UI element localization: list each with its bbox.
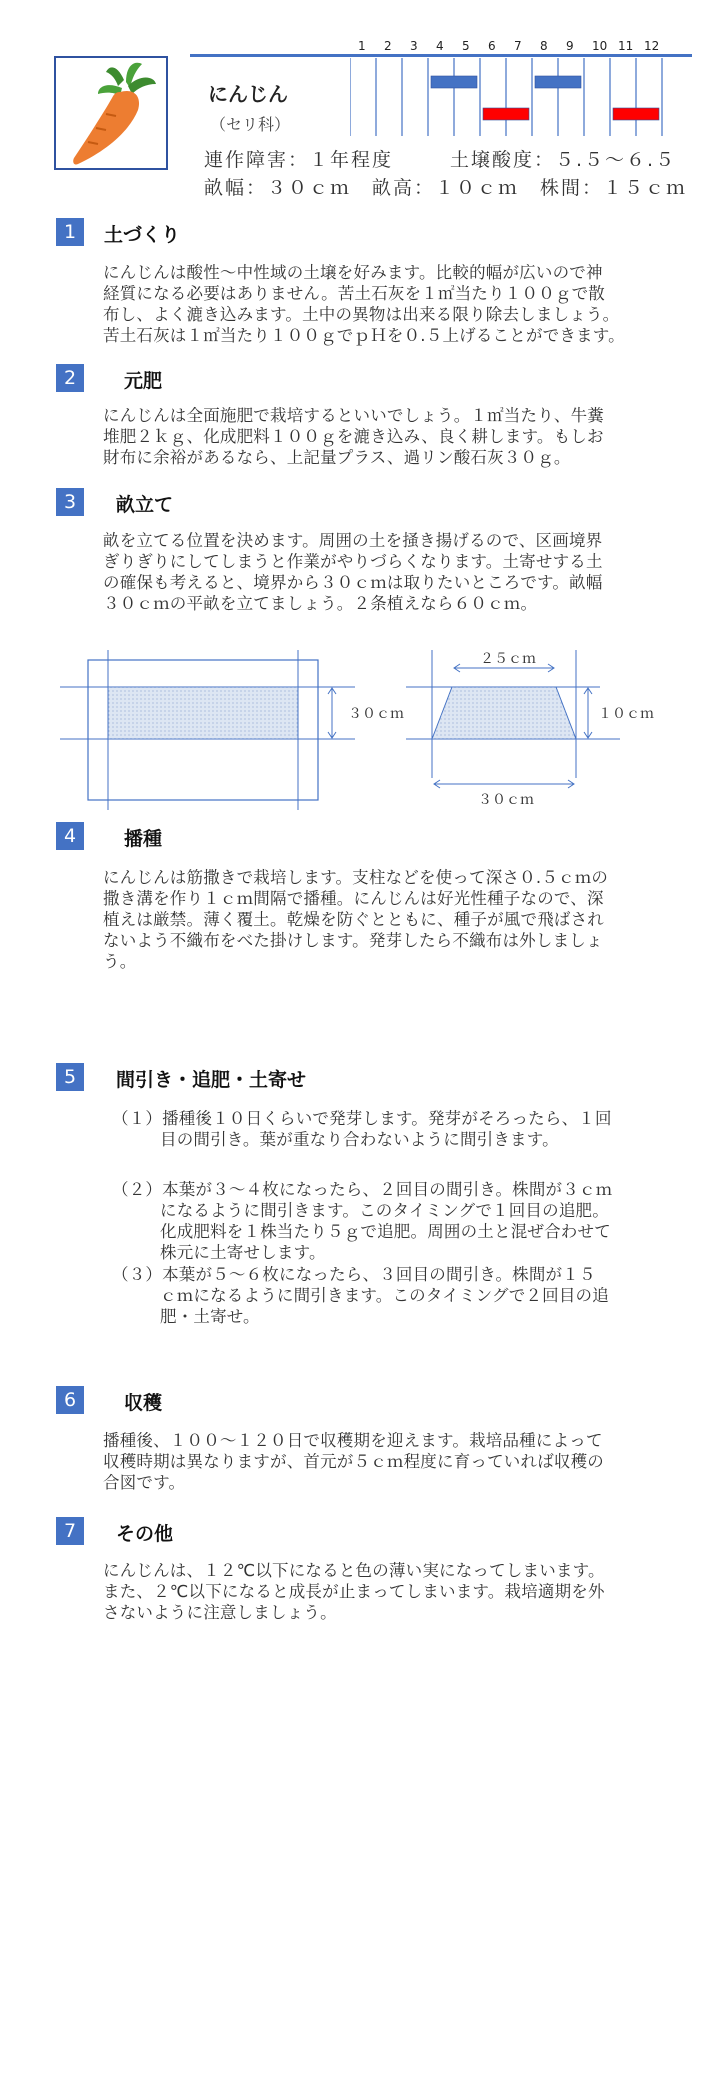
text-line: 肥・土寄せ。: [160, 1307, 260, 1326]
cultivation-calendar: [350, 36, 680, 140]
section-number-2: 2: [56, 364, 84, 392]
text-line: 畝を立てる位置を決めます。周囲の土を掻き揚げるので、区画境界: [103, 531, 603, 550]
list-item: [112, 1108, 672, 1150]
month-label: 6: [488, 39, 496, 53]
text-line: 植えは厳禁。薄く覆土。乾燥を防ぐとともに、種子が風で飛ばされ: [103, 910, 604, 929]
section-number-6: 6: [56, 1386, 84, 1414]
carrot-icon: [56, 58, 166, 168]
section-number-3: 3: [56, 488, 84, 516]
text-line: 合図です。: [103, 1473, 186, 1492]
soil-ph-info: 土壌酸度：５.５～６.５: [450, 149, 677, 171]
text-line: 株元に土寄せします。: [160, 1243, 326, 1262]
section-title-5: 間引き・追肥・土寄せ: [116, 1069, 307, 1091]
section-title-1: 土づくり: [104, 224, 181, 246]
crop-family: （セリ科）: [210, 115, 291, 134]
month-label: 5: [462, 39, 470, 53]
text-line: （１）播種後１０日くらいで発芽します。発芽がそろったら、１回: [112, 1109, 612, 1128]
text-line: 堆肥２ｋｇ、化成肥料１００ｇを漉き込み、良く耕します。もしお: [103, 427, 604, 446]
text-line: になるように間引きます。このタイミングで１回目の追肥。: [160, 1201, 609, 1220]
text-line: 化成肥料を１株当たり５ｇで追肥。周囲の土と混ぜ合わせて: [160, 1222, 611, 1241]
text-line: 経質になる必要はありません。苦土石灰を１㎡当たり１００ｇで散: [103, 284, 605, 303]
text-line: 財布に余裕があるなら、上記量プラス、過リン酸石灰３０ｇ。: [103, 448, 571, 467]
height-label: １０ｃｍ: [598, 706, 654, 722]
text-line: さないように注意しましょう。: [103, 1603, 337, 1622]
sowing-period-bar: [535, 76, 581, 88]
section-body-1: [103, 262, 679, 346]
text-line: 目の間引き。葉が重なり合わないように間引きます。: [160, 1130, 559, 1149]
text-line: にんじんは、１２℃以下になると色の薄い実になってしまいます。: [103, 1561, 605, 1580]
carrot-illustration: [54, 56, 168, 170]
section-title-4: 播種: [124, 828, 163, 850]
text-line: 収穫時期は異なりますが、首元が５ｃｍ程度に育っていれば収穫の: [103, 1452, 604, 1471]
bottom-width-label: ３０ｃｍ: [478, 792, 534, 808]
crop-name: にんじん: [208, 82, 288, 106]
bed-dimensions-info: 畝幅：３０ｃｍ 畝高：１０ｃｍ 株間：１５ｃｍ: [204, 177, 688, 199]
text-line: の確保も考えると、境界から３０ｃｍは取りたいところです。畝幅: [103, 573, 603, 592]
top-width-label: ２５ｃｍ: [480, 651, 536, 667]
text-line: ぎりぎりにしてしまうと作業がやりづらくなります。土寄せする土: [103, 552, 603, 571]
section-body-3: [103, 530, 679, 614]
section-body-2: [103, 405, 679, 468]
month-label: 9: [566, 39, 574, 53]
section-title-2: 元肥: [124, 370, 163, 392]
section-title-6: 収穫: [124, 1392, 163, 1414]
text-line: 布し、よく漉き込みます。土中の異物は出来る限り除去しましょう。: [103, 305, 620, 324]
text-line: 撒き溝を作り１ｃｍ間隔で播種。にんじんは好光性種子なので、深: [103, 889, 604, 908]
sowing-period-bar: [431, 76, 477, 88]
plan-width-label: ３０ｃｍ: [348, 706, 404, 722]
month-label: 7: [514, 39, 522, 53]
section-number-1: 1: [56, 218, 84, 246]
bed-texture: [108, 687, 298, 739]
text-line: にんじんは酸性～中性域の土壌を好みます。比較的幅が広いので神: [103, 263, 603, 282]
text-line: にんじんは全面施肥で栽培するといいでしょう。１㎡当たり、牛糞: [103, 406, 604, 425]
month-label: 10: [592, 39, 608, 53]
month-label: 11: [618, 39, 634, 53]
month-label: 8: [540, 39, 548, 53]
section-number-5: 5: [56, 1063, 84, 1091]
text-line: う。: [103, 952, 137, 971]
list-item: [112, 1179, 672, 1263]
month-label: 2: [384, 39, 392, 53]
section-number-4: 4: [56, 822, 84, 850]
section-title-3: 畝立て: [116, 494, 174, 516]
text-line: （２）本葉が３～４枚になったら、２回目の間引き。株間が３ｃｍ: [112, 1180, 613, 1199]
text-line: ３０ｃｍの平畝を立てましょう。２条植えなら６０ｃｍ。: [103, 594, 538, 613]
bed-diagram: [60, 650, 660, 810]
text-line: 苦土石灰は１㎡当たり１００ｇでｐＨを０.５上げることができます。: [103, 326, 625, 345]
section-body-7: [103, 1560, 679, 1623]
rotation-info: 連作障害：１年程度: [204, 149, 394, 171]
text-line: 播種後、１００～１２０日で収穫期を迎えます。栽培品種によって: [103, 1431, 603, 1450]
text-line: また、２℃以下になると成長が止まってしまいます。栽培適期を外: [103, 1582, 605, 1601]
harvest-period-bar: [613, 108, 659, 120]
text-line: ないよう不織布をべた掛けします。発芽したら不織布は外しましょ: [103, 931, 603, 950]
text-line: にんじんは筋撒きで栽培します。支柱などを使って深さ０.５ｃｍの: [103, 868, 609, 887]
month-label: 4: [436, 39, 444, 53]
section-body-6: [103, 1430, 679, 1493]
bed-cross-texture: [432, 687, 576, 739]
month-label: 1: [358, 39, 366, 53]
section-body-4: [103, 867, 679, 972]
month-label: 3: [410, 39, 418, 53]
text-line: （３）本葉が５～６枚になったら、３回目の間引き。株間が１５: [112, 1265, 596, 1284]
harvest-period-bar: [483, 108, 529, 120]
list-item: [112, 1264, 672, 1327]
section-title-7: その他: [116, 1523, 174, 1545]
month-label: 12: [644, 39, 660, 53]
section-number-7: 7: [56, 1517, 84, 1545]
text-line: ｃｍになるように間引きます。このタイミングで２回目の追: [160, 1286, 609, 1305]
